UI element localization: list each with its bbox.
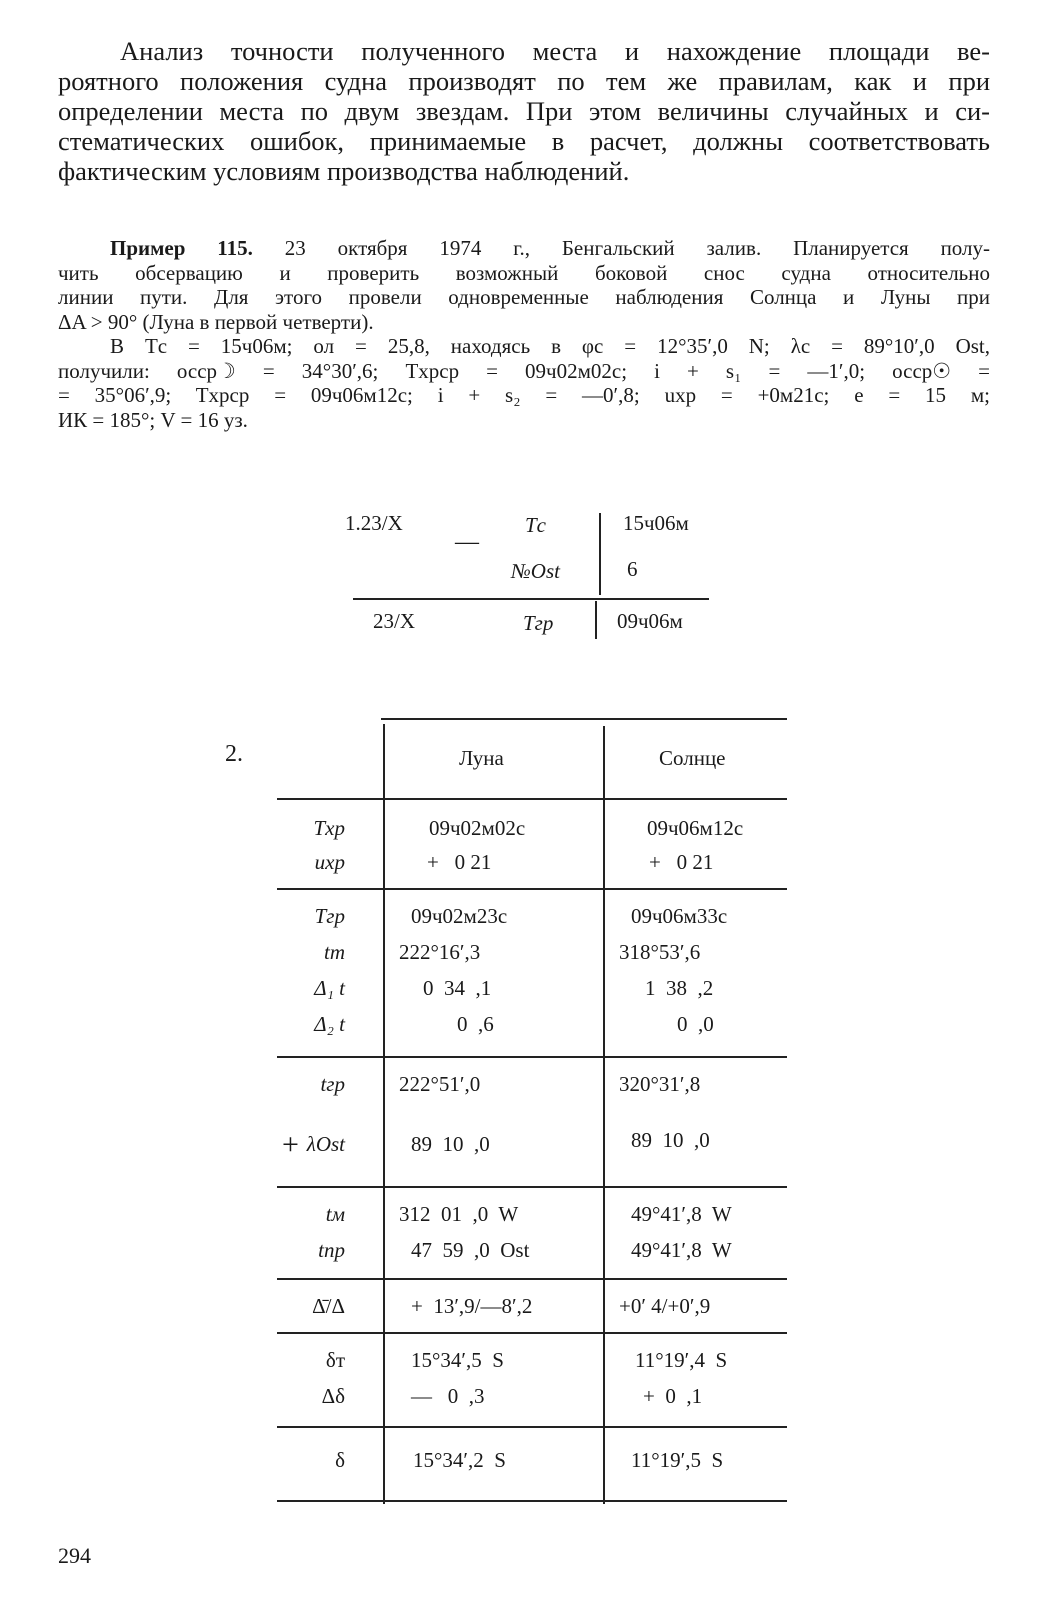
moon-tt: 222°16′,3 <box>399 940 481 964</box>
header-sun: Солнце <box>659 746 726 770</box>
plus-sign: + <box>282 1128 299 1161</box>
moon-ddelta: — 0 ,3 <box>411 1384 485 1408</box>
zone-value: 6 <box>627 557 638 581</box>
table-border <box>381 718 787 720</box>
row-separator <box>277 1278 787 1280</box>
example-line: линии пути. Для этого провели одновременные наблюдения Солнца и Луны при <box>58 285 990 309</box>
row-separator <box>277 1056 787 1058</box>
sun-uxp: + 0 21 <box>649 850 714 874</box>
label-ddelta: Δδ <box>321 1384 345 1408</box>
example-label: Пример 115. <box>110 236 253 260</box>
minus-sign: — <box>455 529 479 555</box>
example-data-line: = 35°06′,9; Tхрср = 09ч06м12с; i + s₂ = —0′,8; uхр = +0м21с; e = 15 м; <box>58 383 990 407</box>
moon-tm: 312 01 ,0 W <box>399 1202 519 1226</box>
sun-tm: 49°41′,8 W <box>631 1202 732 1226</box>
label-lambda: λOst <box>306 1132 345 1156</box>
tc-label: Tс <box>525 513 546 537</box>
row-separator <box>277 1332 787 1334</box>
intro-line: роятного положения судна производят по тем же правилам, как и при <box>58 66 990 96</box>
sum-line <box>353 598 709 600</box>
tgr-value: 09ч06м <box>617 609 683 633</box>
intro-line: стематических ошибок, принимаемые в расчет, должны соответствовать <box>58 126 990 156</box>
sun-txp: 09ч06м12с <box>647 816 744 840</box>
moon-tgr: 09ч02м23с <box>411 904 508 928</box>
zone-label: №Ost <box>511 559 560 583</box>
example-line: ΔA > 90° (Луна в первой четверти). <box>58 309 374 334</box>
moon-tgr2: 222°51′,0 <box>399 1072 481 1096</box>
sun-dd: +0′ 4/+0′,9 <box>619 1294 711 1318</box>
divider <box>599 513 601 595</box>
intro-line: фактическим условиям производства наблюдений. <box>58 156 630 186</box>
header-moon: Луна <box>459 746 504 770</box>
date-1: 1.23/X <box>345 511 403 535</box>
sun-delta: 11°19′,5 S <box>631 1448 724 1472</box>
table-border <box>277 1500 787 1502</box>
time-conversion-table <box>345 505 710 645</box>
label-delta: δ <box>335 1448 345 1472</box>
label-uxp: uхр <box>314 850 345 874</box>
label-tpr: tпр <box>318 1238 345 1262</box>
row-separator <box>277 1186 787 1188</box>
divider <box>595 601 597 639</box>
moon-lambda: 89 10 ,0 <box>411 1132 490 1156</box>
sun-tpr: 49°41′,8 W <box>631 1238 732 1262</box>
label-d2t: Δ₂ t <box>314 1012 345 1036</box>
row-separator <box>277 888 787 890</box>
tgr-label: Tгр <box>523 611 554 635</box>
sun-dt: 11°19′,4 S <box>635 1348 728 1372</box>
label-tm: tм <box>325 1202 345 1226</box>
sun-lambda: 89 10 ,0 <box>631 1128 710 1152</box>
sun-d1t: 1 38 ,2 <box>645 976 714 1000</box>
moon-dt: 15°34′,5 S <box>411 1348 504 1372</box>
example-data-line: ИК = 185°; V = 16 уз. <box>58 407 248 432</box>
sun-tgr2: 320°31′,8 <box>619 1072 701 1096</box>
example-block <box>58 236 990 432</box>
example-data-line: получили: осср☽ = 34°30′,6; Tхрср = 09ч02м02с; i + s₁ = —1′,0; осср☉ = <box>58 358 990 383</box>
label-d1t: Δ₁ t <box>314 976 345 1000</box>
page-number: 294 <box>58 1543 91 1568</box>
sun-tgr: 09ч06м33с <box>631 904 728 928</box>
step-number: 2. <box>225 741 243 767</box>
label-tgr2: tгр <box>320 1072 345 1096</box>
example-data-line: В Tс = 15ч06м; ол = 25,8, находясь в φс = 12°35′,0 N; λс = 89°10′,0 Ost, <box>110 334 990 358</box>
sun-tt: 318°53′,6 <box>619 940 701 964</box>
label-tgr: Tгр <box>314 904 345 928</box>
intro-paragraph <box>58 36 990 186</box>
moon-txp: 09ч02м02с <box>429 816 526 840</box>
table-divider <box>603 726 605 1504</box>
row-separator <box>277 1426 787 1428</box>
table-divider <box>383 724 385 1504</box>
intro-line: Анализ точности полученного места и нахождение площади ве- <box>120 36 990 66</box>
example-line: чить обсервацию и проверить возможный боковой снос судна относительно <box>58 260 990 285</box>
example-line: Пример 115. 23 октября 1974 г., Бенгальский залив. Планируется полу- <box>110 236 990 260</box>
moon-dd: + 13′,9/—8′,2 <box>411 1294 533 1318</box>
intro-line: определении места по двум звездам. При этом величины случайных и си- <box>58 96 990 126</box>
sun-d2t: 0 ,0 <box>677 1012 714 1036</box>
label-dd: Δ̄/Δ <box>312 1294 345 1318</box>
label-tt: tт <box>324 940 345 964</box>
row-separator <box>277 798 787 800</box>
sun-ddelta: + 0 ,1 <box>643 1384 703 1408</box>
label-dt: δт <box>325 1348 345 1372</box>
moon-delta: 15°34′,2 S <box>413 1448 506 1472</box>
date-2: 23/X <box>373 609 415 633</box>
moon-d1t: 0 34 ,1 <box>423 976 492 1000</box>
moon-d2t: 0 ,6 <box>457 1012 494 1036</box>
calculation-table <box>277 718 787 1508</box>
moon-tpr: 47 59 ,0 Ost <box>411 1238 530 1262</box>
moon-uxp: + 0 21 <box>427 850 492 874</box>
label-txp: Tхр <box>313 816 345 840</box>
tc-value: 15ч06м <box>623 511 689 535</box>
